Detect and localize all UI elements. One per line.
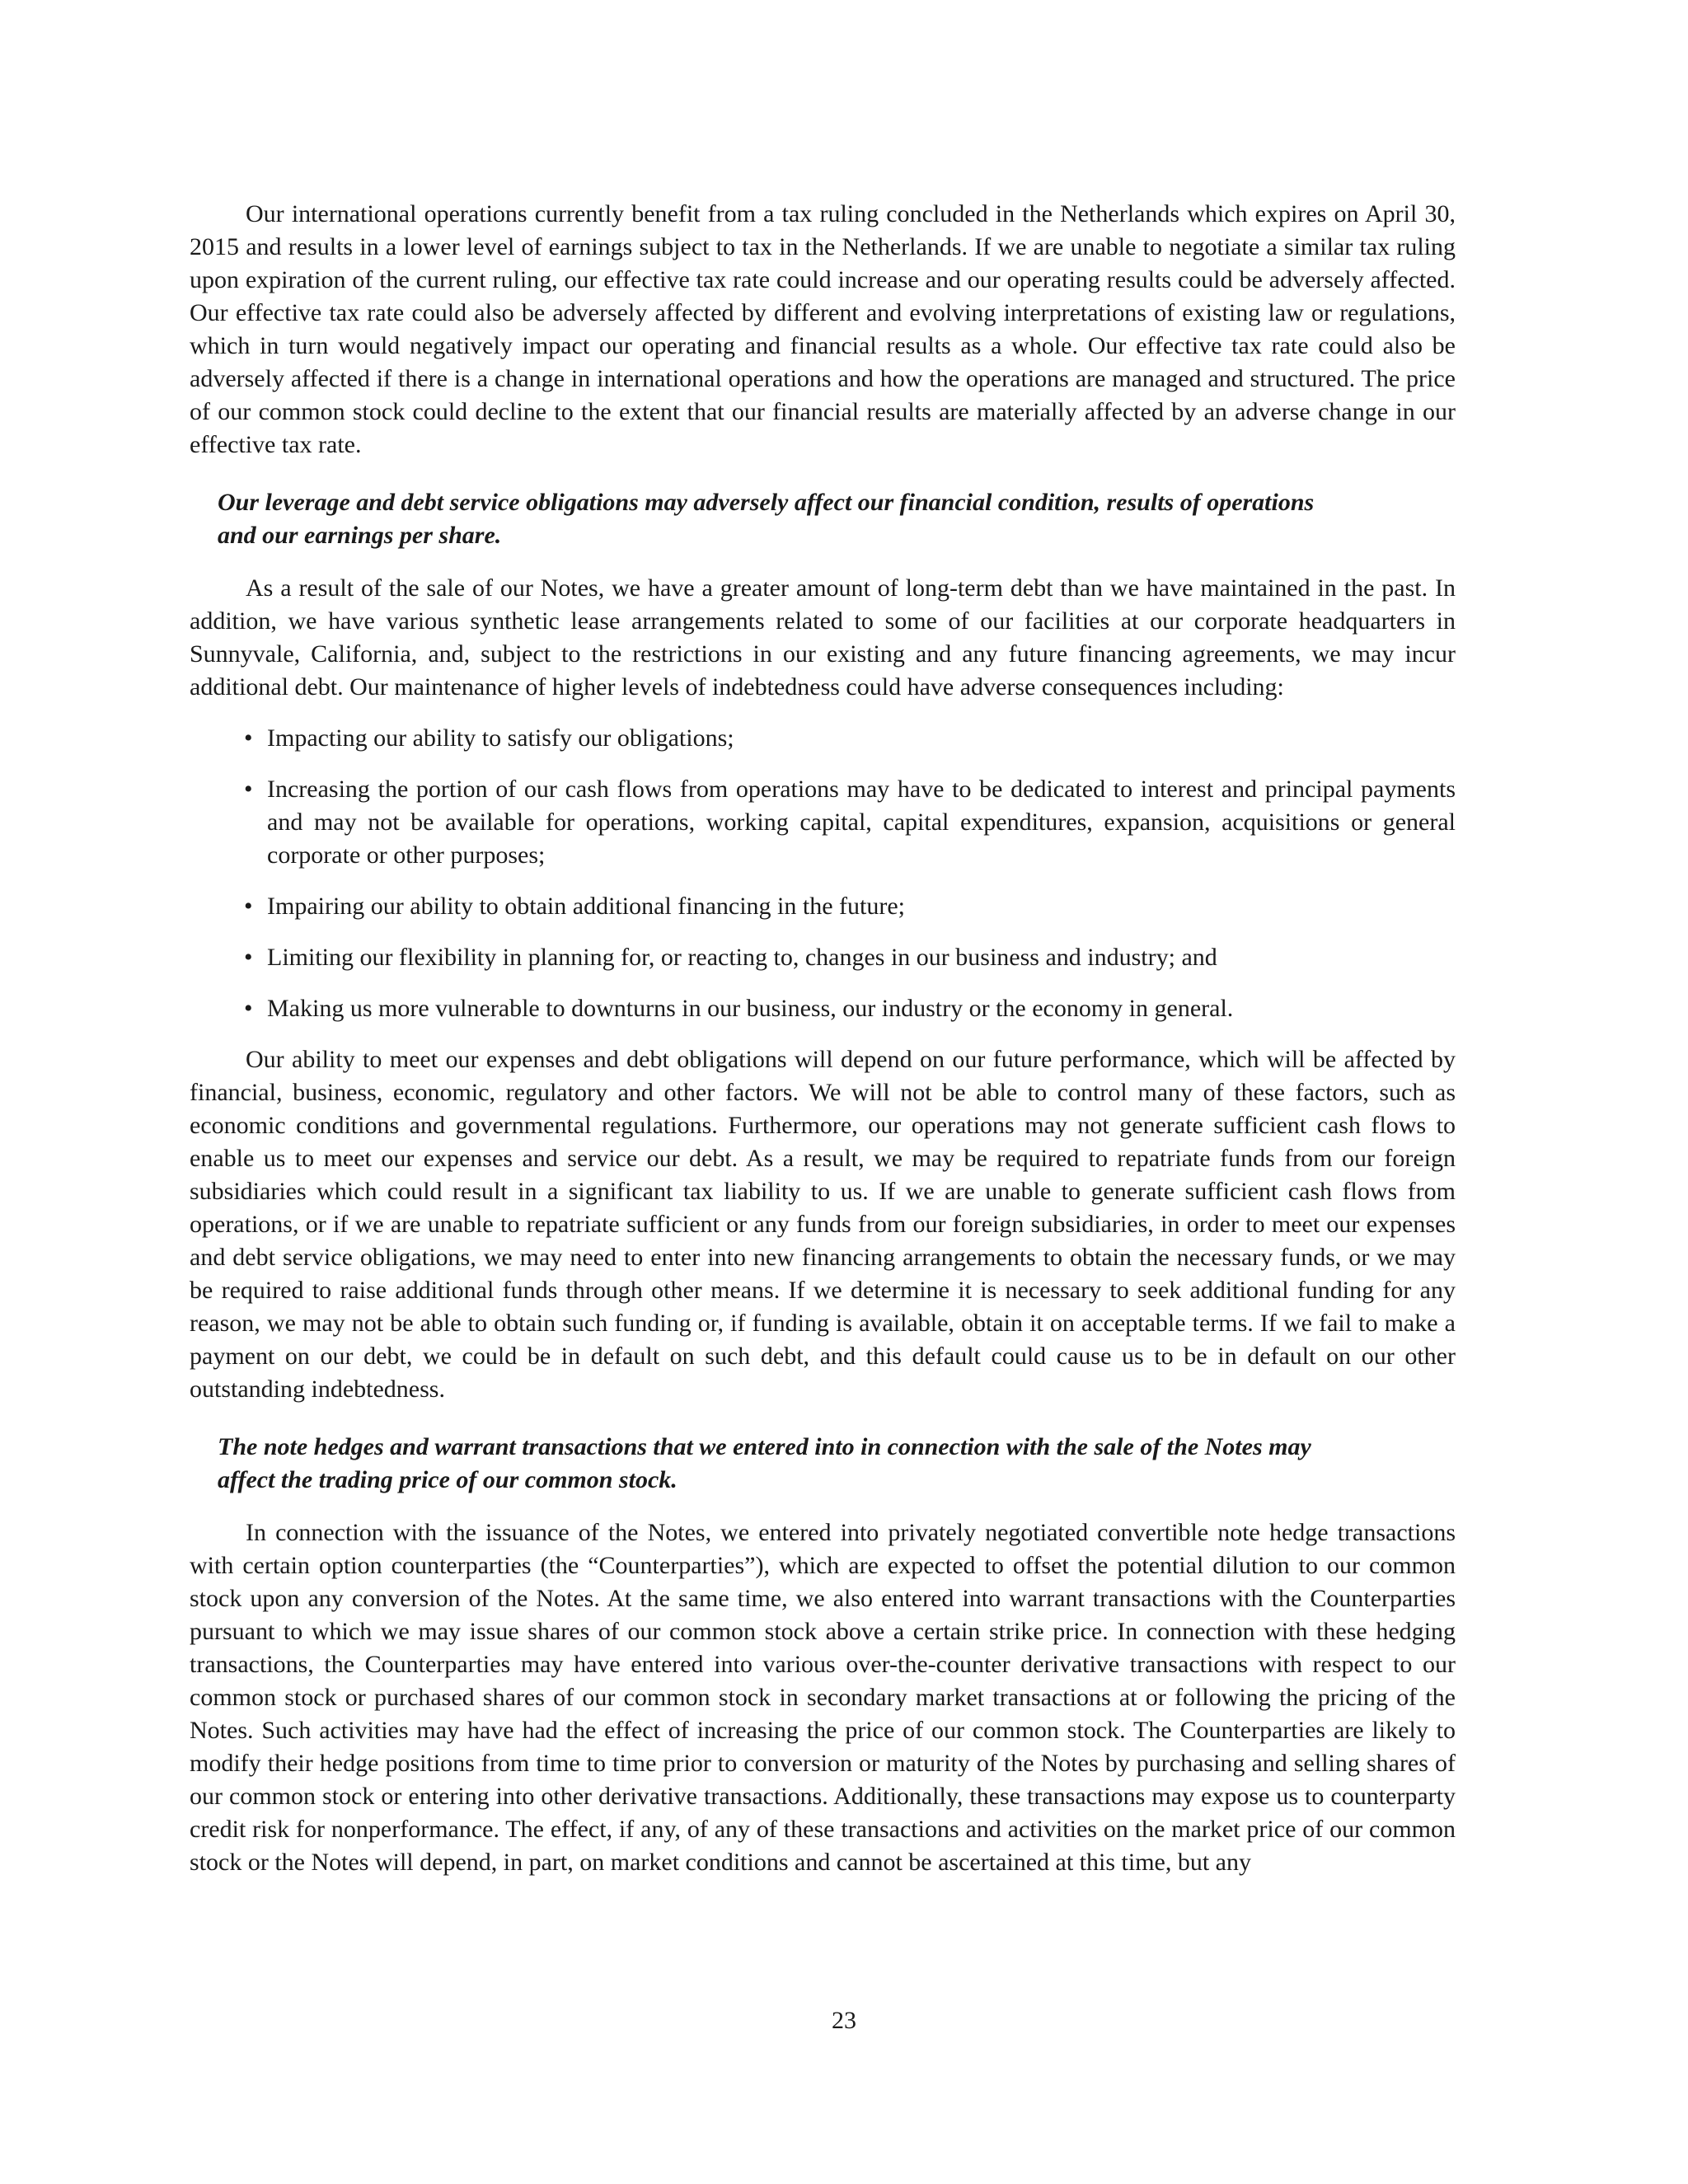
list-item-text: Limiting our flexibility in planning for, or reacting to, changes in our business and industry; and <box>267 944 1217 971</box>
paragraph-debt-obligations: Our ability to meet our expenses and debt obligations will depend on our future performance, which will be affected by financial, business, economic, regulatory and other factors. We will not be able to control many of these factors, such as economic conditions and governmental regulations. Furthermore, our operations may not generate sufficient cash flows to enable us to meet our expenses and service our debt. As a result, we may be required to repatriate funds from our foreign subsidiaries which could result in a significant tax liability to us. If we are unable to generate sufficient cash flows from operations, or if we are unable to repatriate sufficient or any funds from our foreign subsidiaries, in order to meet our expenses and debt service obligations, we may need to enter into new financing arrangements to obtain the necessary funds, or we may be required to raise additional funds through other means. If we determine it is necessary to seek additional funding for any reason, we may not be able to obtain such funding or, if funding is available, obtain it on acceptable terms. If we fail to make a payment on our debt, we could be in default on such debt, and this default could cause us to be in default on our other outstanding indebtedness. <box>190 1046 1456 1403</box>
paragraph-tax-ruling: Our international operations currently benefit from a tax ruling concluded in the Netherlands which expires on April 30, 2015 and results in a lower level of earnings subject to tax in the Netherlands. If we are unable to negotiate a similar tax ruling upon expiration of the current ruling, our effective tax rate could increase and our operating results could be adversely affected. Our effective tax rate could also be adversely affected by different and evolving interpretations of existing law or regulations, which in turn would negatively impact our operating and financial results as a whole. Our effective tax rate could also be adversely affected if there is a change in international operations and how the operations are managed and structured. The price of our common stock could decline to the extent that our financial results are materially affected by an adverse change in our effective tax rate. <box>190 200 1456 458</box>
bullet-icon: • <box>244 776 253 803</box>
list-item <box>190 992 1456 1025</box>
list-item <box>190 941 1456 974</box>
list-item <box>190 722 1456 755</box>
list-item-text: Impairing our ability to obtain additional financing in the future; <box>267 893 905 920</box>
page-number: 23 <box>832 2007 856 2034</box>
list-item <box>190 890 1456 923</box>
list-item <box>190 773 1456 872</box>
consequences-list <box>190 722 1456 1025</box>
list-item-text: Making us more vulnerable to downturns in our business, our industry or the economy in general. <box>267 995 1234 1022</box>
paragraph-hedge-transactions: In connection with the issuance of the Notes, we entered into privately negotiated convertible note hedge transactions with certain option counterparties (the “Counterparties”), which are expected to offset the potential dilution to our common stock upon any conversion of the Notes. At the same time, we also entered into warrant transactions with the Counterparties pursuant to which we may issue shares of our common stock above a certain strike price. In connection with these hedging transactions, the Counterparties may have entered into various over-the-counter derivative transactions with respect to our common stock or purchased shares of our common stock in secondary market transactions at or following the pricing of the Notes. Such activities may have had the effect of increasing the price of our common stock. The Counterparties are likely to modify their hedge positions from time to time prior to conversion or maturity of the Notes by purchasing and selling shares of our common stock or entering into other derivative transactions. Additionally, these transactions may expose us to counterparty credit risk for nonperformance. The effect, if any, of any of these transactions and activities on the market price of our common stock or the Notes will depend, in part, on market conditions and cannot be ascertained at this time, but any <box>190 1519 1456 1876</box>
section-heading-leverage: Our leverage and debt service obligations may adversely affect our financial condition, results of operations and our earnings per share. <box>218 489 1315 549</box>
paragraph-notes-debt: As a result of the sale of our Notes, we have a greater amount of long-term debt than we have maintained in the past. In addition, we have various synthetic lease arrangements related to some of our facilities at our corporate headquarters in Sunnyvale, California, and, subject to the restrictions in our existing and any future financing agreements, we may incur additional debt. Our maintenance of higher levels of indebtedness could have adverse consequences including: <box>190 574 1456 701</box>
bullet-icon: • <box>244 944 253 971</box>
document-page <box>190 198 1456 1879</box>
bullet-icon: • <box>244 724 253 752</box>
bullet-icon: • <box>244 995 253 1022</box>
section-heading-note-hedges: The note hedges and warrant transactions that we entered into in connection with the sale of the Notes may affect the trading price of our common stock. <box>218 1433 1311 1493</box>
bullet-icon: • <box>244 893 253 920</box>
list-item-text: Increasing the portion of our cash flows from operations may have to be dedicated to interest and principal payments and may not be available for operations, working capital, capital expenditures, expansion, acquisitions or general corporate or other purposes; <box>267 776 1456 869</box>
list-item-text: Impacting our ability to satisfy our obligations; <box>267 724 734 752</box>
